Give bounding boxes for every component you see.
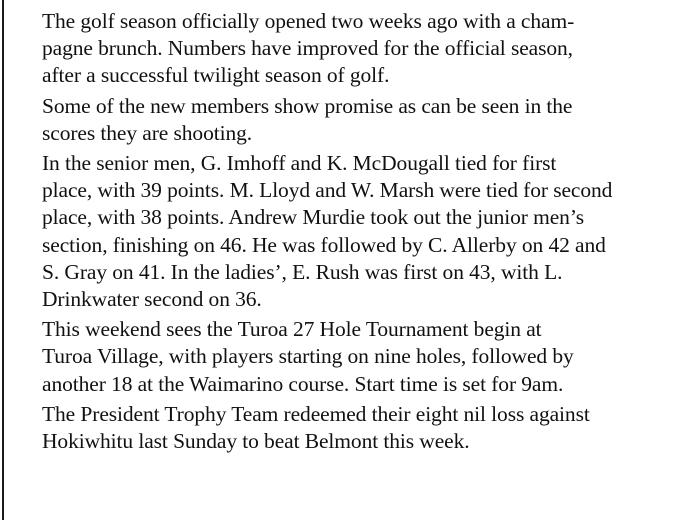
column-rule xyxy=(2,0,4,520)
text-line: after a successful twilight season of golf. xyxy=(42,63,390,88)
paragraph-president-trophy xyxy=(18,401,666,455)
text-line: Turoa Village, with players starting on nine holes, followed by xyxy=(42,344,574,369)
text-line: place, with 39 points. M. Lloyd and W. Marsh were tied for second xyxy=(42,178,613,203)
text-line: The golf season officially opened two weeks ago with a cham- xyxy=(42,9,575,33)
text-line: pagne brunch. Numbers have improved for the official season, xyxy=(42,36,573,61)
text-line: This weekend sees the Turoa 27 Hole Tournament begin at xyxy=(42,317,542,342)
text-line: Some of the new members show promise as can be seen in the xyxy=(42,93,573,118)
text-line: scores they are shooting. xyxy=(42,120,253,145)
text-line: S. Gray on 41. In the ladies’, E. Rush was first on 43, with L. xyxy=(42,259,563,284)
article-body xyxy=(18,8,666,458)
text-line: Drinkwater second on 36. xyxy=(42,287,262,312)
text-line: Hokiwhitu last Sunday to beat Belmont this week. xyxy=(42,429,470,454)
paragraph-results xyxy=(18,150,666,313)
text-line: The President Trophy Team redeemed their eight nil loss against xyxy=(42,401,590,426)
paragraph-season-opening xyxy=(18,8,666,90)
text-line: In the senior men, G. Imhoff and K. McDougall tied for first xyxy=(42,151,557,176)
paragraph-new-members xyxy=(18,93,666,147)
paragraph-tournament xyxy=(18,316,666,398)
text-line: another 18 at the Waimarino course. Start time is set for 9am. xyxy=(42,371,564,396)
text-line: place, with 38 points. Andrew Murdie took out the junior men’s xyxy=(42,205,584,230)
text-line: section, finishing on 46. He was followed by C. Allerby on 42 and xyxy=(42,232,606,257)
